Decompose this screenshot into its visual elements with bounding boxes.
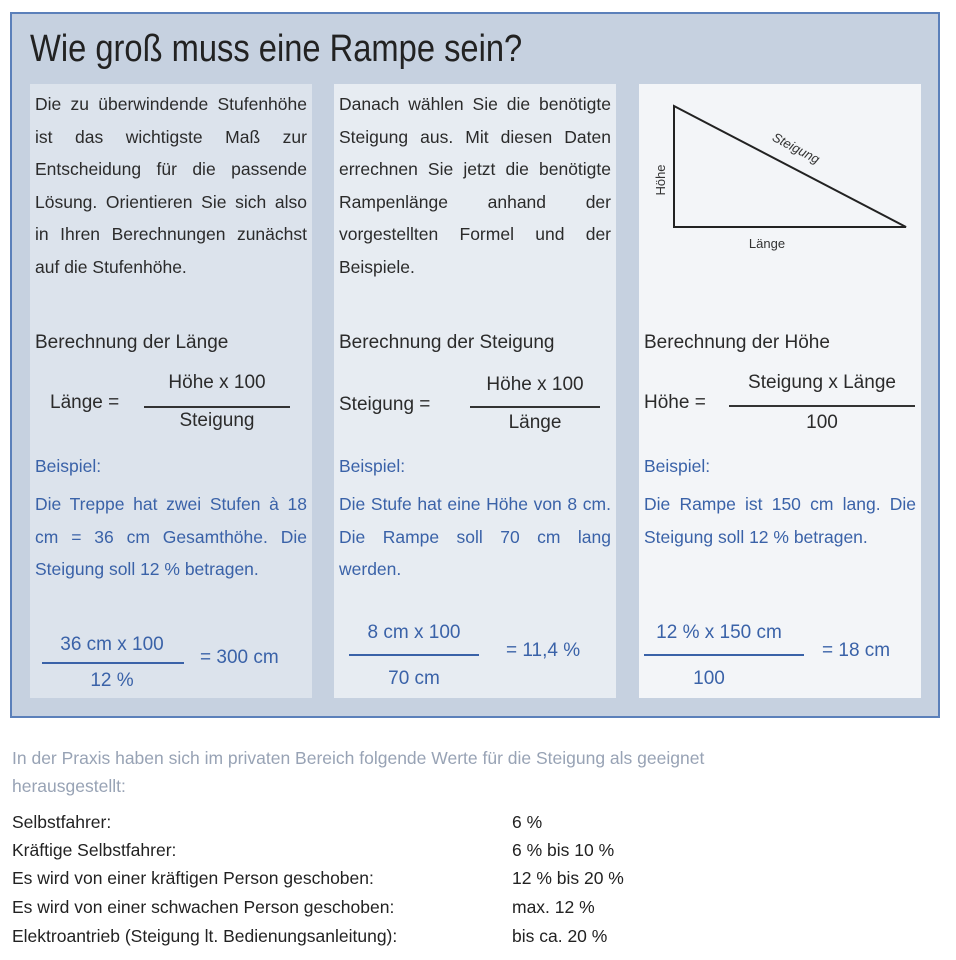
formula-numerator: Höhe x 100 bbox=[486, 374, 584, 395]
ramp-triangle-diagram bbox=[639, 84, 921, 264]
example-text: Die Stufe hat eine Höhe von 8 cm. Die Rampe soll 70 cm lang werden. bbox=[339, 494, 611, 579]
calc-result: = 300 cm bbox=[200, 647, 279, 668]
example-text: Die Rampe ist 150 cm lang. Die Steigung soll 12 % betragen. bbox=[644, 494, 916, 547]
fraction-bar bbox=[349, 654, 479, 656]
column-length bbox=[30, 84, 312, 698]
calc-numerator: 8 cm x 100 bbox=[367, 622, 461, 643]
section-heading: Berechnung der Steigung bbox=[339, 332, 555, 353]
formula-denominator: 100 bbox=[806, 412, 838, 433]
value-label: Kräftige Selbstfahrer: bbox=[12, 840, 177, 860]
section-heading: Berechnung der Länge bbox=[35, 332, 229, 353]
value-amount: 6 % bis 10 % bbox=[512, 840, 615, 860]
value-label: Es wird von einer kräftigen Person geschoben: bbox=[12, 868, 374, 888]
value-amount: 6 % bbox=[512, 812, 543, 832]
diagram-label-slope: Steigung bbox=[769, 129, 823, 167]
fraction-bar bbox=[42, 662, 184, 664]
formula-lhs: Höhe = bbox=[644, 392, 706, 413]
ramp-info-box bbox=[10, 12, 940, 718]
fraction-bar bbox=[644, 654, 804, 656]
intro-text: Danach wählen Sie die benötigte Steigung aus. Mit diesen Daten errechnen Sie jetzt die benötigte Rampenlänge anhand der vorgestellten Formel und der Beispiele. bbox=[339, 94, 611, 277]
fraction-bar bbox=[470, 406, 600, 408]
triangle-shape bbox=[674, 106, 906, 227]
fraction-bar bbox=[144, 406, 290, 408]
formula-lhs: Steigung = bbox=[339, 394, 431, 415]
calc-result: = 18 cm bbox=[822, 640, 891, 661]
calc-result: = 11,4 % bbox=[506, 640, 581, 661]
example-text: Die Treppe hat zwei Stufen à 18 cm = 36 cm Gesamthöhe. Die Steigung soll 12 % betragen. bbox=[35, 494, 307, 579]
footer-intro: In der Praxis haben sich im privaten Bereich folgende Werte für die Steigung als geeignet herausgestellt: bbox=[12, 748, 705, 796]
calc-denominator: 12 % bbox=[90, 670, 134, 691]
formula-denominator: Länge bbox=[508, 412, 562, 433]
column-slope bbox=[334, 84, 616, 698]
column-height bbox=[639, 84, 921, 698]
formula-lhs: Länge = bbox=[50, 392, 120, 413]
value-amount: 12 % bis 20 % bbox=[512, 868, 624, 888]
diagram-label-length: Länge bbox=[748, 236, 786, 251]
value-label: Es wird von einer schwachen Person geschoben: bbox=[12, 897, 395, 917]
example-label: Beispiel: bbox=[339, 456, 406, 476]
value-label: Selbstfahrer: bbox=[12, 812, 112, 832]
intro-text: Die zu überwindende Stufenhöhe ist das wichtigste Maß zur Entscheidung für die passende Lösung. Orientieren Sie sich also in Ihren Berechnungen zunächst auf die Stufenhöhe. bbox=[35, 94, 307, 277]
section-heading: Berechnung der Höhe bbox=[644, 332, 830, 353]
calc-denominator: 70 cm bbox=[388, 668, 440, 689]
calc-denominator: 100 bbox=[693, 668, 725, 689]
diagram-label-height: Höhe bbox=[653, 164, 668, 196]
calc-numerator: 36 cm x 100 bbox=[60, 634, 164, 655]
example-label: Beispiel: bbox=[35, 456, 102, 476]
formula-numerator: Höhe x 100 bbox=[168, 372, 266, 393]
example-label: Beispiel: bbox=[644, 456, 711, 476]
calc-numerator: 12 % x 150 cm bbox=[656, 622, 782, 643]
value-label: Elektroantrieb (Steigung lt. Bedienungsanleitung): bbox=[12, 926, 398, 946]
fraction-bar bbox=[729, 405, 915, 407]
page-title: Wie groß muss eine Rampe sein? bbox=[30, 28, 523, 70]
formula-numerator: Steigung x Länge bbox=[748, 372, 896, 393]
formula-denominator: Steigung bbox=[179, 410, 255, 431]
value-amount: max. 12 % bbox=[512, 897, 595, 917]
value-amount: bis ca. 20 % bbox=[512, 926, 608, 946]
